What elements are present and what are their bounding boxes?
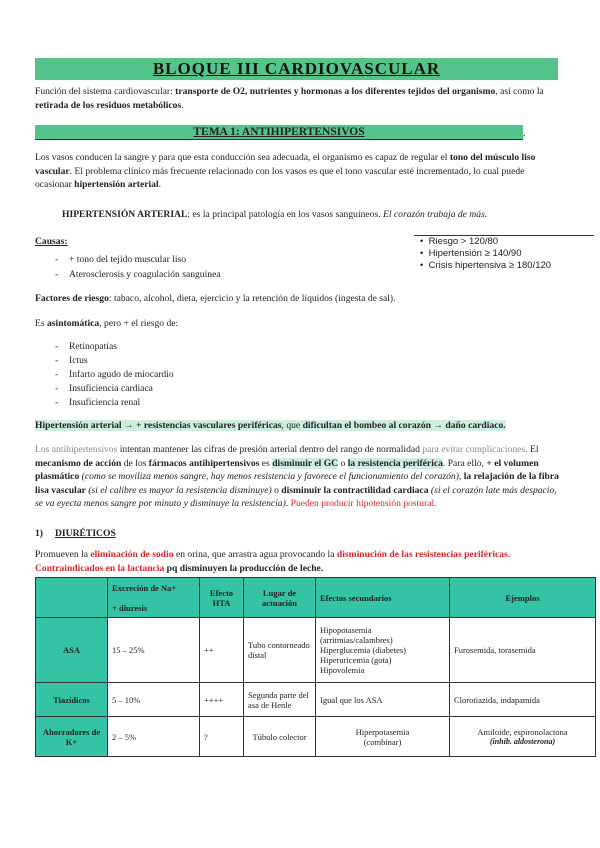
risk-item: • Crisis hipertensiva ≥ 180/120 [420, 260, 552, 271]
table-header: Lugar de actuación [244, 578, 316, 618]
excretion-cell: 2 – 5% [108, 717, 200, 757]
intro-vessels-paragraph: Los vasos conducen la sangre y para que esta conducción sea adecuada, el organismo es capaz de regular el tono del músculo liso vascular. El problema clínico más frecuente relacionado con los vasos es que el tono vascular esté incrementado, lo cual puede ocasionar hipertensión arterial. [35, 152, 536, 190]
examples-text: Amiloide, espironolactona [477, 727, 568, 737]
hta-definition: HIPERTENSIÓN ARTERIAL: es la principal patología en los vasos sanguíneos. El corazón trabaja de más. [62, 209, 488, 220]
table-row [36, 618, 596, 683]
effect-cell: ? [200, 717, 244, 757]
site-cell: Segunda parte del asa de Henle [244, 683, 316, 717]
side-effects-cell [316, 618, 450, 683]
table-header-row [36, 578, 596, 618]
side-effect: Hipopotasemia (arritmias/calambres) [320, 625, 393, 645]
side-effects-cell [316, 683, 450, 717]
risk-list-item: - Ictus [55, 355, 88, 366]
risk-list-item: - Infarto agudo de miocardio [55, 369, 174, 380]
excretion-cell: 15 – 25% [108, 618, 200, 683]
site-cell: Túbulo colector [244, 717, 316, 757]
risk-factors: Factores de riesgo: tabaco, alcohol, dieta, ejercicio y la retención de líquidos (ingesta de sal). [35, 293, 396, 304]
examples-cell: Furosemida, torasemida [450, 618, 596, 683]
asymptomatic-line: Es asintomática, pero + el riesgo de: [35, 318, 179, 329]
section-title: TEMA 1: ANTIHIPERTENSIVOS [193, 126, 365, 138]
drug-class-cell: Tiazídicos [36, 683, 108, 717]
side-effects-cell [316, 717, 450, 757]
effect-cell: ++++ [200, 683, 244, 717]
site-cell: Tubo contorneado distal [244, 618, 316, 683]
side-effect: (combinar) [363, 736, 402, 747]
table-header: Efecto HTA [200, 578, 244, 618]
side-effect: Igual que los ASA [320, 694, 383, 705]
side-effect: Hipovolemia [320, 665, 365, 675]
causas-item: - + tono del tejido muscular liso [55, 254, 187, 265]
examples-cell [450, 717, 596, 757]
side-effect: Hiperuricemia (gota) [320, 655, 392, 665]
table-header: Efectos secundarios [316, 578, 450, 618]
side-effect: Hiperpotasemia [355, 726, 410, 737]
table-header [36, 578, 108, 618]
intro-paragraph: Función del sistema cardiovascular: transporte de O2, nutrientes y hormonas a los diferentes tejidos del organismo, así como la retirada de los residuos metabólicos. [35, 86, 544, 111]
examples-note: (inhib. aldosterona) [489, 737, 556, 746]
risk-list-item: - Retinopatías [55, 341, 117, 352]
effect-cell: ++ [200, 618, 244, 683]
risk-list-item: - Insuficiencia cardiaca [55, 383, 153, 394]
drug-class-cell: Ahorradores de K+ [36, 717, 108, 757]
diureticos-heading: 1) DIURÉTICOS [35, 528, 116, 539]
causas-item: - Aterosclerosis y coagulación sanguínea [55, 269, 221, 280]
table-row [36, 683, 596, 717]
risk-item: • Riesgo > 120/80 [420, 236, 499, 247]
tema-dot: . [523, 128, 526, 139]
examples-cell: Clorotiazida, indapamida [450, 683, 596, 717]
page-title: BLOQUE III CARDIOVASCULAR [152, 59, 441, 78]
risk-item: • Hipertensión ≥ 140/90 [420, 248, 522, 259]
side-effect: Hiperglucemia (diabetes) [320, 645, 406, 655]
table-header: Ejemplos [450, 578, 596, 618]
drug-class-cell: ASA [36, 618, 108, 683]
risk-thresholds-box [414, 235, 594, 276]
tema-underline [35, 139, 523, 140]
diuretics-table [35, 577, 596, 757]
antihypertensive-paragraph: Los antihipertensivos intentan mantener las cifras de presión arterial dentro del rango de normalidad para evitar complicaciones. El mecanismo de acción de los fármacos antihipertensivos es disminuir el GC o la resistencia periférica. Para ello, + el volumen plasmático (como se moviliza menos sangre, hay menos resistencia y favorece el funcionamiento del corazón), la relajación de la fibra lisa vascular (si el calibre es mayor la resistencia disminuye) o disminuir la contractilidad cardiaca (si el corazón late más despacio, se va eyecta menos sangre por minuto y disminuye la resistencia). Pueden producir hipotensión postural. [35, 444, 559, 509]
diureticos-paragraph: Promueven la eliminación de sodio en orina, que arrastra agua provocando la disminución de las resistencias periféricas. Contraindicados en la lactancia pq disminuyen la producción de leche. [35, 549, 511, 574]
table-header: Excreción de Na+ + diuresis [108, 578, 200, 618]
risk-list-item: - Insuficiencia renal [55, 397, 141, 408]
table-row [36, 717, 596, 757]
excretion-cell: 5 – 10% [108, 683, 200, 717]
causas-title: Causas: [35, 236, 68, 247]
hta-summary: Hipertensión arterial → + resistencias vasculares periféricas, que dificultan el bombeo al corazón → daño cardiaco. [35, 420, 506, 431]
